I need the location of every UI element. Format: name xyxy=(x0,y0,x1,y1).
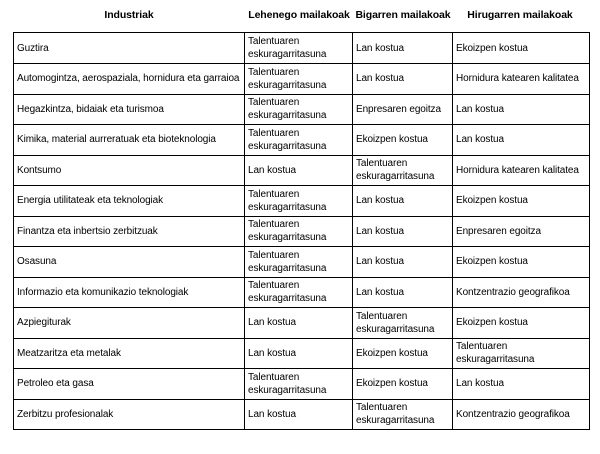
industry-cell: Azpiegiturak xyxy=(14,308,245,339)
first-level-cell: Talentuaren eskuragarritasuna xyxy=(245,247,353,278)
table-row xyxy=(14,369,590,400)
second-level-cell: Talentuaren eskuragarritasuna xyxy=(353,399,453,430)
second-level-cell: Lan kostua xyxy=(353,247,453,278)
second-level-cell: Ekoizpen kostua xyxy=(353,338,453,369)
header-hirugarren-mailakoak: Hirugarren mailakoak xyxy=(467,9,573,21)
table-row xyxy=(14,338,590,369)
third-level-cell: Ekoizpen kostua xyxy=(453,308,590,339)
first-level-cell: Talentuaren eskuragarritasuna xyxy=(245,94,353,125)
first-level-cell: Lan kostua xyxy=(245,399,353,430)
industry-cell: Osasuna xyxy=(14,247,245,278)
header-bigarren-mailakoak: Bigarren mailakoak xyxy=(355,9,451,21)
third-level-cell: Ekoizpen kostua xyxy=(453,33,590,64)
table-row xyxy=(14,216,590,247)
table-row xyxy=(14,308,590,339)
header-lehenego-mailakoak: Lehenego mailakoak xyxy=(248,9,350,21)
table-row xyxy=(14,94,590,125)
industry-cell: Guztira xyxy=(14,33,245,64)
industry-cell: Zerbitzu profesionalak xyxy=(14,399,245,430)
first-level-cell: Lan kostua xyxy=(245,308,353,339)
industries-table xyxy=(13,32,590,430)
table-row xyxy=(14,277,590,308)
industry-cell: Informazio eta komunikazio teknologiak xyxy=(14,277,245,308)
second-level-cell: Lan kostua xyxy=(353,186,453,217)
table-row xyxy=(14,399,590,430)
first-level-cell: Talentuaren eskuragarritasuna xyxy=(245,33,353,64)
table-row xyxy=(14,33,590,64)
second-level-cell: Ekoizpen kostua xyxy=(353,125,453,156)
table-row xyxy=(14,64,590,95)
first-level-cell: Talentuaren eskuragarritasuna xyxy=(245,369,353,400)
third-level-cell: Enpresaren egoitza xyxy=(453,216,590,247)
industry-cell: Automogintza, aerospaziala, hornidura eta garraioa xyxy=(14,64,245,95)
industry-cell: Energia utilitateak eta teknologiak xyxy=(14,186,245,217)
table-header xyxy=(0,0,600,30)
second-level-cell: Talentuaren eskuragarritasuna xyxy=(353,308,453,339)
third-level-cell: Talentuaren eskuragarritasuna xyxy=(453,338,590,369)
industry-cell: Kontsumo xyxy=(14,155,245,186)
industry-cell: Finantza eta inbertsio zerbitzuak xyxy=(14,216,245,247)
industry-cell: Petroleo eta gasa xyxy=(14,369,245,400)
second-level-cell: Ekoizpen kostua xyxy=(353,369,453,400)
table-row xyxy=(14,186,590,217)
table-row xyxy=(14,247,590,278)
third-level-cell: Kontzentrazio geografikoa xyxy=(453,399,590,430)
second-level-cell: Lan kostua xyxy=(353,33,453,64)
industry-cell: Meatzaritza eta metalak xyxy=(14,338,245,369)
industry-cell: Kimika, material aurreratuak eta bioteknologia xyxy=(14,125,245,156)
first-level-cell: Talentuaren eskuragarritasuna xyxy=(245,186,353,217)
first-level-cell: Talentuaren eskuragarritasuna xyxy=(245,216,353,247)
first-level-cell: Lan kostua xyxy=(245,338,353,369)
first-level-cell: Talentuaren eskuragarritasuna xyxy=(245,277,353,308)
third-level-cell: Lan kostua xyxy=(453,125,590,156)
second-level-cell: Lan kostua xyxy=(353,277,453,308)
second-level-cell: Lan kostua xyxy=(353,216,453,247)
first-level-cell: Talentuaren eskuragarritasuna xyxy=(245,64,353,95)
second-level-cell: Talentuaren eskuragarritasuna xyxy=(353,155,453,186)
third-level-cell: Kontzentrazio geografikoa xyxy=(453,277,590,308)
third-level-cell: Ekoizpen kostua xyxy=(453,186,590,217)
second-level-cell: Lan kostua xyxy=(353,64,453,95)
header-industriak: Industriak xyxy=(104,9,154,21)
third-level-cell: Ekoizpen kostua xyxy=(453,247,590,278)
first-level-cell: Lan kostua xyxy=(245,155,353,186)
table-row xyxy=(14,125,590,156)
first-level-cell: Talentuaren eskuragarritasuna xyxy=(245,125,353,156)
industry-cell: Hegazkintza, bidaiak eta turismoa xyxy=(14,94,245,125)
third-level-cell: Lan kostua xyxy=(453,369,590,400)
table-row xyxy=(14,155,590,186)
third-level-cell: Hornidura katearen kalitatea xyxy=(453,155,590,186)
third-level-cell: Lan kostua xyxy=(453,94,590,125)
second-level-cell: Enpresaren egoitza xyxy=(353,94,453,125)
third-level-cell: Hornidura katearen kalitatea xyxy=(453,64,590,95)
table-body xyxy=(14,33,590,430)
